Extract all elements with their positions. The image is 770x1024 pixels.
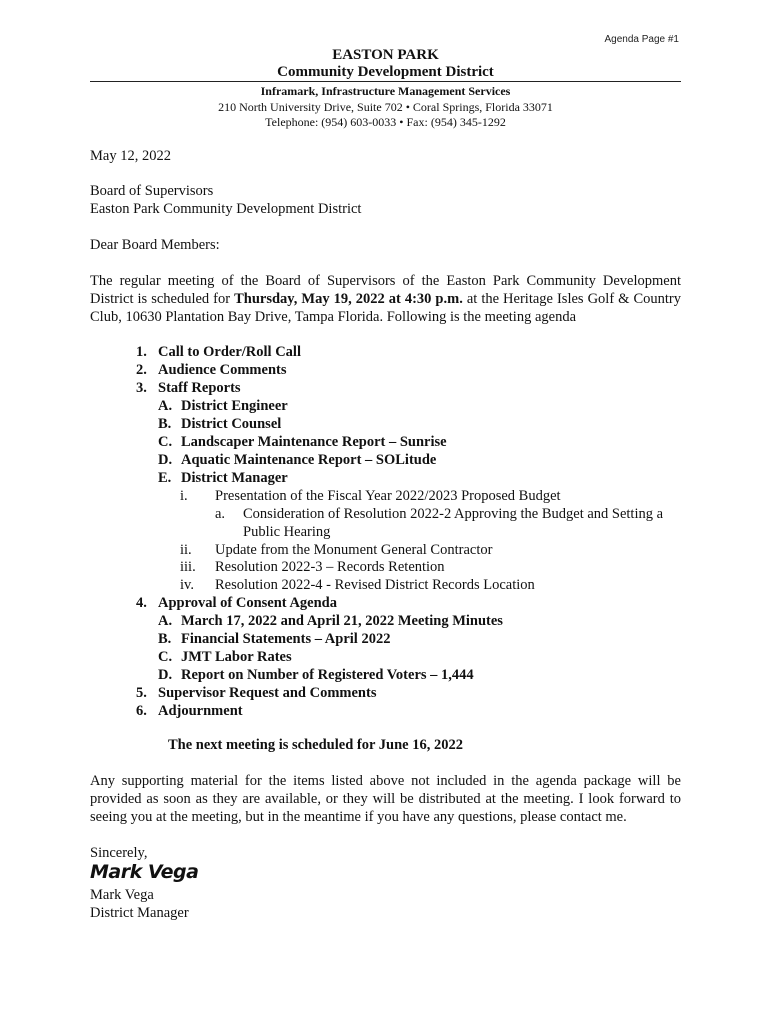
letterhead-line2: Community Development District bbox=[277, 64, 494, 80]
intro-text-1: The regular meeting of the Board of Supervisors of the Easton Park Community Development District is scheduled for bbox=[90, 273, 681, 307]
agenda-text: Report on Number of Registered Voters – 1,444 bbox=[181, 667, 474, 683]
signer-title: District Manager bbox=[90, 905, 189, 921]
agenda-item bbox=[136, 594, 337, 612]
agenda-text: Landscaper Maintenance Report – Sunrise bbox=[181, 434, 447, 450]
agenda-number: 6. bbox=[136, 703, 147, 719]
letterhead-address: 210 North University Drive, Suite 702 • Coral Springs, Florida 33071 bbox=[218, 100, 553, 114]
agenda-text: Supervisor Request and Comments bbox=[158, 685, 377, 701]
letterhead-line1: EASTON PARK bbox=[332, 47, 439, 63]
agenda-subitem bbox=[158, 469, 288, 487]
agenda-roman-item bbox=[180, 541, 492, 559]
recipient-line1: Board of Supervisors bbox=[90, 183, 214, 199]
agenda-roman: iii. bbox=[180, 559, 196, 575]
agenda-letter: C. bbox=[158, 649, 173, 665]
agenda-subitem bbox=[158, 648, 292, 666]
agenda-text: District Counsel bbox=[181, 416, 282, 432]
agenda-roman-item bbox=[180, 487, 561, 505]
agenda-text: Audience Comments bbox=[158, 362, 287, 378]
agenda-letter: A. bbox=[158, 398, 173, 414]
agenda-letter: A. bbox=[158, 613, 173, 629]
agenda-text: District Engineer bbox=[181, 398, 288, 414]
agenda-letter: B. bbox=[158, 416, 172, 432]
agenda-number: 1. bbox=[136, 344, 147, 360]
agenda-text: Update from the Monument General Contractor bbox=[215, 542, 493, 558]
intro-paragraph bbox=[90, 272, 681, 326]
agenda-text: Approval of Consent Agenda bbox=[158, 595, 337, 611]
agenda-subitem bbox=[158, 433, 447, 451]
agenda-text: March 17, 2022 and April 21, 2022 Meeting Minutes bbox=[181, 613, 503, 629]
agenda-roman: i. bbox=[180, 488, 188, 504]
intro-text-2: at the Heritage Isles Golf & Country Club, 10630 Plantation Bay Drive, Tampa Florida. Following is the meeting agenda bbox=[90, 291, 681, 325]
agenda-subitem bbox=[158, 415, 281, 433]
agenda-text: Resolution 2022-3 – Records Retention bbox=[215, 559, 445, 575]
closing-paragraph: Any supporting material for the items listed above not included in the agenda package will be provided as soon as they are available, or they will be distributed at the meeting. I look forward to seeing you at the meeting, but in the meantime if you have any questions, please contact me. bbox=[90, 773, 681, 825]
agenda-subitem bbox=[158, 397, 288, 415]
letterhead-name bbox=[90, 47, 681, 81]
agenda-number: 2. bbox=[136, 362, 147, 378]
agenda-subitem bbox=[158, 630, 390, 648]
agenda-text: Presentation of the Fiscal Year 2022/2023 Proposed Budget bbox=[215, 488, 561, 504]
agenda-item bbox=[136, 361, 286, 379]
agenda-letter: C. bbox=[158, 434, 173, 450]
agenda-roman: ii. bbox=[180, 542, 192, 558]
next-meeting-notice: The next meeting is scheduled for June 16, 2022 bbox=[168, 737, 463, 753]
signature: Mark Vega bbox=[90, 861, 199, 883]
salutation: Dear Board Members: bbox=[90, 237, 220, 253]
letterhead-rule bbox=[90, 81, 681, 82]
agenda-text: Adjournment bbox=[158, 703, 243, 719]
agenda-letter: a. bbox=[215, 506, 226, 522]
signer-name: Mark Vega bbox=[90, 887, 154, 903]
agenda-text: JMT Labor Rates bbox=[181, 649, 292, 665]
recipient-line2: Easton Park Community Development District bbox=[90, 201, 362, 217]
letterhead-phone: Telephone: (954) 603-0033 • Fax: (954) 345-1292 bbox=[265, 115, 506, 129]
agenda-text: Staff Reports bbox=[158, 380, 241, 396]
sign-off: Sincerely, bbox=[90, 845, 148, 861]
agenda-roman-item bbox=[180, 576, 535, 594]
agenda-subitem bbox=[158, 451, 436, 469]
agenda-number: 4. bbox=[136, 595, 147, 611]
agenda-item bbox=[136, 702, 243, 720]
agenda-number: 3. bbox=[136, 380, 147, 396]
agenda-subitem bbox=[158, 612, 503, 630]
agenda-text: Consideration of Resolution 2022-2 Approving the Budget and Setting a bbox=[243, 506, 664, 522]
agenda-letter: E. bbox=[158, 470, 172, 486]
meeting-datetime: Thursday, May 19, 2022 at 4:30 p.m. bbox=[234, 291, 463, 307]
agenda-text: Aquatic Maintenance Report – SOLitude bbox=[181, 452, 437, 468]
agenda-item bbox=[136, 684, 376, 702]
agenda-item bbox=[136, 343, 301, 361]
agenda-text: Resolution 2022-4 - Revised District Records Location bbox=[215, 577, 535, 593]
agenda-letter: D. bbox=[158, 452, 173, 468]
agenda-roman: iv. bbox=[180, 577, 194, 593]
agenda-roman-item bbox=[180, 558, 445, 576]
agenda-letter: B. bbox=[158, 631, 172, 647]
agenda-text: Call to Order/Roll Call bbox=[158, 344, 301, 360]
letter-date: May 12, 2022 bbox=[90, 148, 171, 164]
agenda-number: 5. bbox=[136, 685, 147, 701]
agenda-text: Financial Statements – April 2022 bbox=[181, 631, 391, 647]
page-label: Agenda Page #1 bbox=[604, 34, 679, 45]
agenda-text: District Manager bbox=[181, 470, 288, 486]
agenda-item bbox=[136, 379, 241, 397]
agenda-text-continued: Public Hearing bbox=[243, 524, 331, 540]
agenda-subitem bbox=[158, 666, 474, 684]
letterhead-company: Inframark, Infrastructure Management Services bbox=[260, 84, 511, 98]
agenda-letter-item bbox=[215, 505, 663, 523]
agenda-letter: D. bbox=[158, 667, 173, 683]
